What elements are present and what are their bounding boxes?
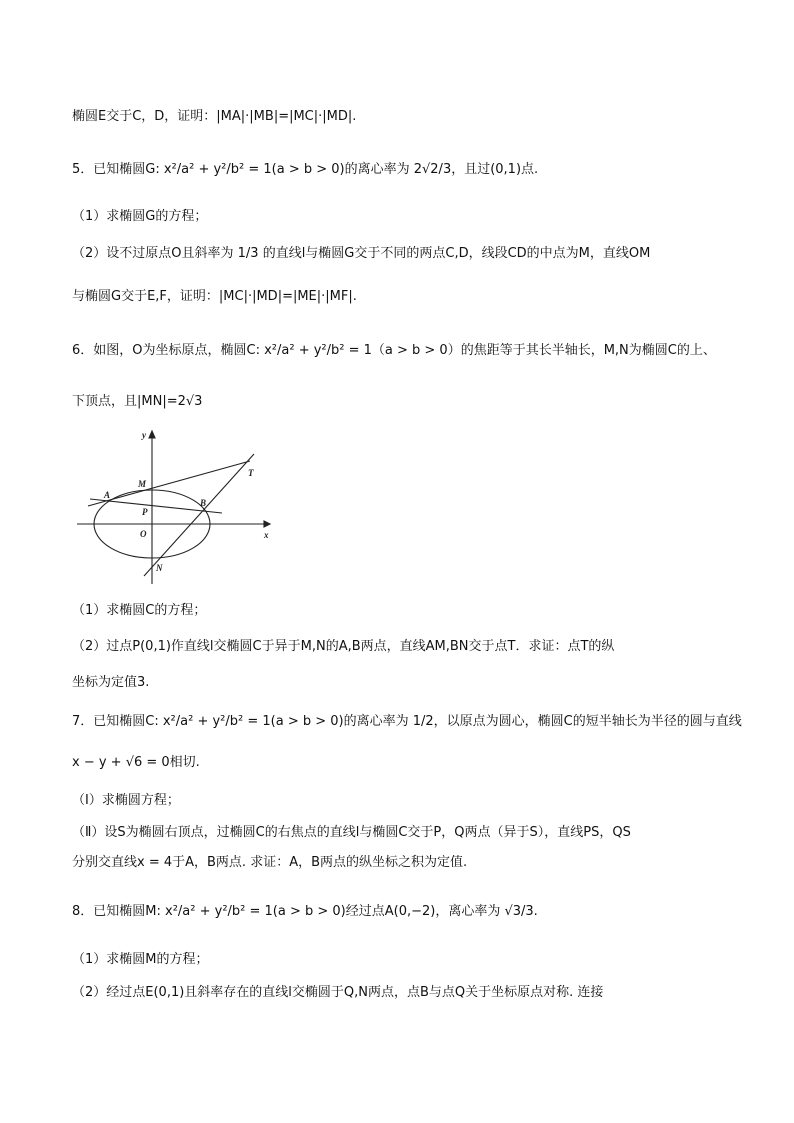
p6-stem-b-text: 下顶点，且|MN|=2√3 [72,394,203,409]
p6-q1-text: （1）求椭圆C的方程； [72,603,207,618]
p4-tail-text: 椭圆E交于C，D，证明：|MA|·|MB|=|MC|·|MD|. [72,109,357,124]
p7-q2b-text: 分别交直线x = 4于A，B两点. 求证：A，B两点的纵坐标之积为定值. [72,855,468,870]
ellipse-figure [72,426,282,588]
p7-q2-line1 [72,823,631,843]
p5-stem-text: 5．已知椭圆G: x²/a² + y²/b² = 1(a > b > 0)的离心率为 2√2/3，且过(0,1)点. [72,162,539,177]
p7-q1 [72,791,180,811]
p7-q2-line2 [72,853,467,873]
p4-tail-line [72,107,356,127]
label-m: M [138,479,147,489]
p8-q1 [72,950,209,970]
p8-q2-text: （2）经过点E(0,1)且斜率存在的直线l交椭圆于Q,N两点，点B与点Q关于坐标原点对称. 连接 [72,985,604,1000]
label-p: P [142,507,148,517]
p7-stem-line1 [72,712,742,732]
p8-stem [72,902,538,922]
p5-q2-line1 [72,244,650,264]
x-axis-arrow [264,521,270,527]
p7-q1-text: （Ⅰ）求椭圆方程； [72,793,180,808]
p6-q1 [72,601,206,621]
p6-stem-line1 [72,341,716,361]
label-b: B [200,498,207,508]
p6-q2-line2 [72,673,149,693]
label-a: A [104,490,111,500]
p6-q2-line1 [72,637,614,657]
p7-stem-a-text: 7．已知椭圆C: x²/a² + y²/b² = 1(a > b > 0)的离心率为 1/2，以原点为圆心，椭圆C的短半轴长为半径的圆与直线 [72,714,742,729]
p6-q2b-text: 坐标为定值3. [72,675,150,690]
p7-stem-b-text: x − y + √6 = 0相切. [72,755,200,770]
p8-stem-text: 8．已知椭圆M: x²/a² + y²/b² = 1(a > b > 0)经过点A(0,−2)，离心率为 √3/3. [72,904,538,919]
p5-q2a-text: （2）设不过原点O且斜率为 1/3 的直线l与椭圆G交于不同的两点C,D，线段CD的中点为M，直线OM [72,246,651,261]
label-n: N [156,563,163,573]
p8-q1-text: （1）求椭圆M的方程； [72,952,209,967]
p8-q2 [72,983,603,1003]
line-through-A-M-T [88,461,250,506]
label-x: x [264,530,269,540]
p5-q1-text: （1）求椭圆G的方程； [72,209,208,224]
y-axis-arrow [149,431,155,438]
label-t: T [248,468,254,478]
p6-q2a-text: （2）过点P(0,1)作直线l交椭圆C于异于M,N的A,B两点，直线AM,BN交于点T．求证：点T的纵 [72,639,615,654]
p6-stem-line2 [72,392,202,412]
label-y: y [142,430,146,440]
p5-q1 [72,207,207,227]
p6-stem-a-text: 6．如图，O为坐标原点，椭圆C: x²/a² + y²/b² = 1（a > b > 0）的焦距等于其长半轴长，M,N为椭圆C的上、 [72,343,716,358]
p5-q2b-text: 与椭圆G交于E,F，证明：|MC|·|MD|=|ME|·|MF|. [72,289,357,304]
p7-q2a-text: （Ⅱ）设S为椭圆右顶点，过椭圆C的右焦点的直线l与椭圆C交于P，Q两点（异于S），直线PS，QS [72,825,631,840]
label-o: O [140,529,147,539]
p5-q2-line2 [72,287,357,307]
line-through-N-B-T [144,454,254,576]
p5-stem [72,160,538,180]
p7-stem-line2 [72,753,200,773]
